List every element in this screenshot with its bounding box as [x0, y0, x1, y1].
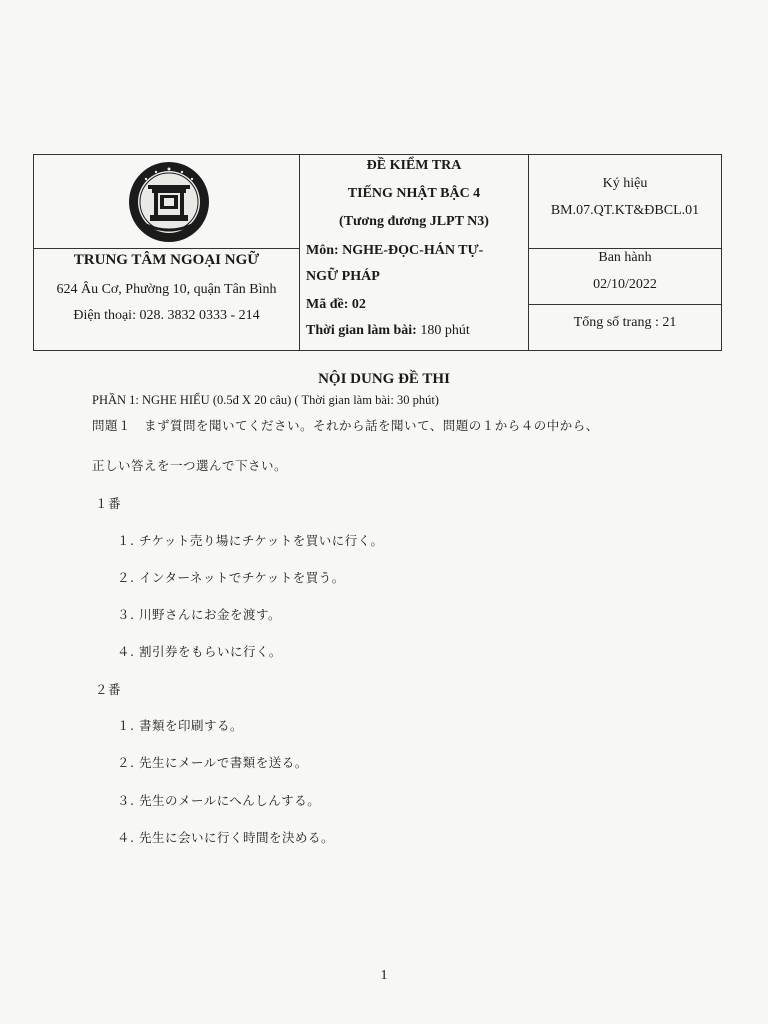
instruction-line-1: 問題１ まず質問を聞いてください。それから話を聞いて、問題の１から４の中から、	[92, 418, 599, 433]
instruction-line-2: 正しい答えを一つ選んで下さい。	[92, 458, 288, 473]
exam-subject-cont: NGỮ PHÁP	[306, 269, 380, 284]
total-pages: Tổng số trang : 21	[573, 315, 677, 330]
question-2-option-4: ４. 先生に会いに行く時間を決める。	[117, 830, 334, 845]
header-exam-info	[300, 155, 529, 350]
right-divider-2	[529, 304, 721, 305]
issued-label: Ban hành	[598, 250, 652, 265]
duration-label: Thời gian làm bài:	[306, 323, 417, 338]
page-number: 1	[380, 968, 388, 983]
question-1-option-1: １. チケット売り場にチケットを買いに行く。	[117, 533, 384, 548]
header-center-info	[34, 155, 300, 350]
issued-date: 02/10/2022	[593, 277, 657, 292]
exam-subject: Môn: NGHE-ĐỌC-HÁN TỰ-	[306, 243, 484, 258]
question-2-option-2: ２. 先生にメールで書類を送る。	[117, 755, 308, 770]
question-1-option-3: ３. 川野さんにお金を渡す。	[117, 607, 281, 622]
center-phone: Điện thoại: 028. 3832 0333 - 214	[73, 308, 260, 323]
exam-title-3: (Tương đương JLPT N3)	[339, 214, 489, 229]
school-seal-logo	[126, 159, 212, 245]
center-name: TRUNG TÂM NGOẠI NGỮ	[73, 252, 260, 268]
question-2-number: ２番	[95, 682, 122, 697]
symbol-value: BM.07.QT.KT&ĐBCL.01	[550, 203, 700, 218]
exam-duration	[306, 323, 524, 339]
exam-title-1: ĐỀ KIỂM TRA	[366, 158, 462, 173]
question-2-option-3: ３. 先生のメールにへんしんする。	[117, 793, 321, 808]
question-1-option-2: ２. インターネットでチケットを買う。	[117, 570, 345, 585]
question-1-option-4: ４. 割引券をもらいに行く。	[117, 644, 282, 659]
question-2-option-1: １. 書類を印刷する。	[117, 718, 243, 733]
left-divider	[34, 248, 299, 249]
exam-code: Mã đề: 02	[306, 297, 366, 312]
question-1-number: １番	[95, 496, 122, 511]
content-title: NỘI DUNG ĐỀ THI	[318, 371, 450, 387]
exam-title-2: TIẾNG NHẬT BẬC 4	[347, 186, 481, 201]
part1-heading: PHẦN 1: NGHE HIỂU (0.5đ X 20 câu) ( Thời gian làm bài: 30 phút)	[92, 393, 439, 407]
header-document-info	[529, 155, 721, 350]
right-divider-1	[529, 248, 721, 249]
duration-value: 180 phút	[420, 323, 470, 338]
symbol-label: Ký hiệu	[602, 176, 648, 191]
center-address: 624 Âu Cơ, Phường 10, quận Tân Bình	[56, 282, 277, 297]
exam-header-table	[33, 154, 722, 351]
